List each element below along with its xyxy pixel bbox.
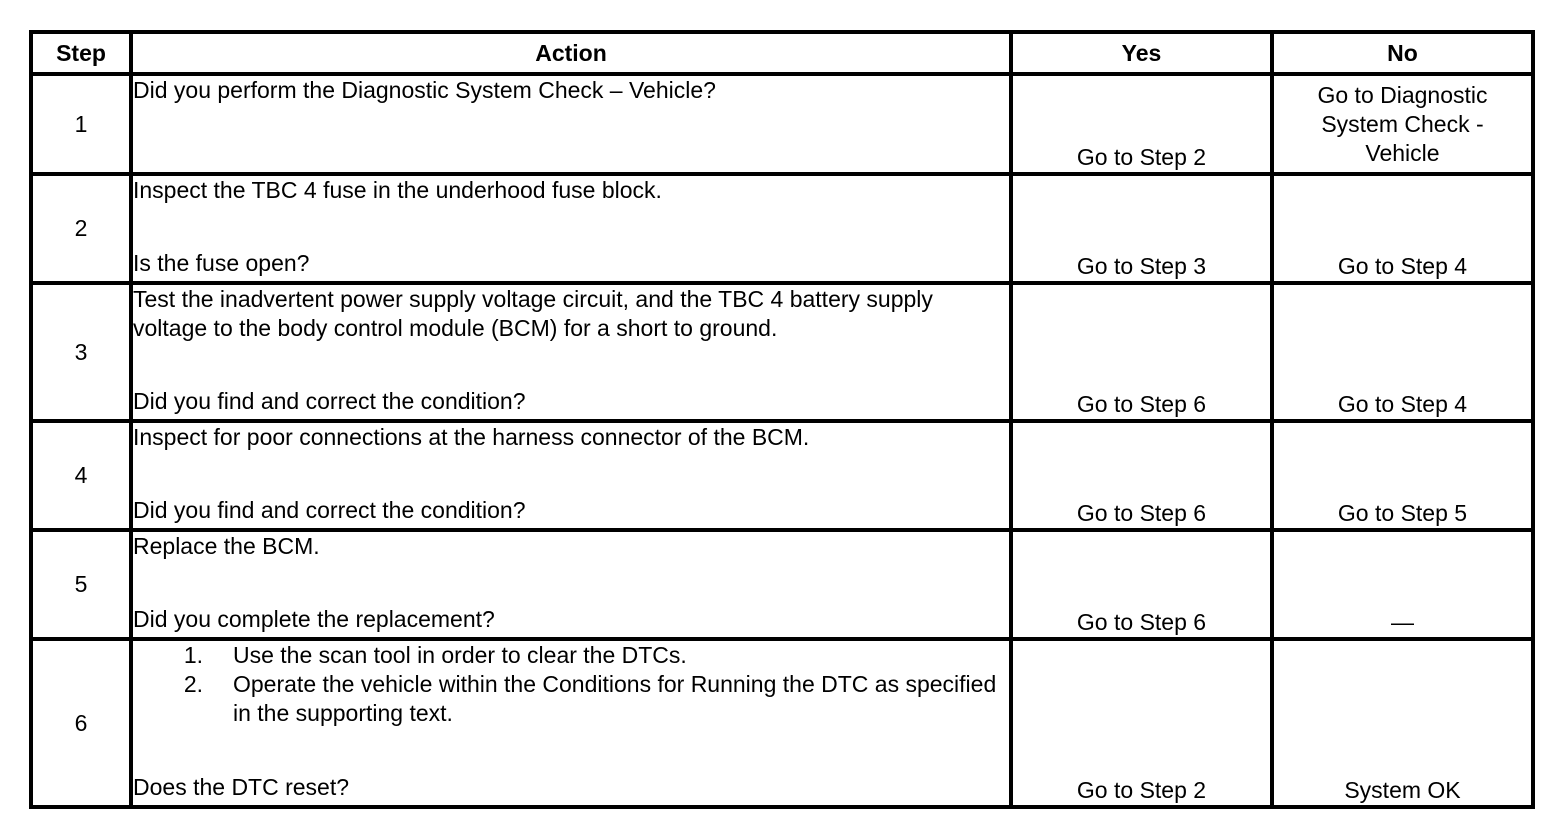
yes-cell: Go to Step 6: [1011, 530, 1272, 639]
step-number: 1: [31, 74, 131, 174]
no-cell: [1272, 74, 1533, 174]
action-text: Did you perform the Diagnostic System Check – Vehicle?: [133, 77, 716, 103]
action-text: Replace the BCM.: [133, 533, 320, 559]
header-step: Step: [31, 32, 131, 74]
table-row: [31, 421, 1533, 530]
action-text: Inspect for poor connections at the harness connector of the BCM.: [133, 424, 810, 450]
diagnostic-table: [29, 30, 1535, 809]
table-row: [31, 530, 1533, 639]
step-number: 5: [31, 530, 131, 639]
header-yes: Yes: [1011, 32, 1272, 74]
table-row: [31, 283, 1533, 421]
header-no: No: [1272, 32, 1533, 74]
no-cell: —: [1272, 530, 1533, 639]
action-question: Did you complete the replacement?: [133, 606, 495, 632]
no-cell: Go to Step 5: [1272, 421, 1533, 530]
step-number: 3: [31, 283, 131, 421]
action-text: Test the inadvertent power supply voltage circuit, and the TBC 4 battery supply voltage to the body control module (BCM) for a short to ground.: [133, 286, 933, 341]
step-number: 6: [31, 639, 131, 807]
no-cell: System OK: [1272, 639, 1533, 807]
step-number: 4: [31, 421, 131, 530]
action-question: Does the DTC reset?: [133, 774, 350, 800]
yes-cell: Go to Step 3: [1011, 174, 1272, 283]
action-text: Inspect the TBC 4 fuse in the underhood fuse block.: [133, 177, 662, 203]
step-number: 2: [31, 174, 131, 283]
list-item: [133, 670, 1009, 728]
table-row: [31, 174, 1533, 283]
list-item-text: Operate the vehicle within the Conditions for Running the DTC as specified in the supporting text.: [233, 671, 997, 726]
list-item-number: 2.: [183, 671, 203, 697]
yes-cell: Go to Step 2: [1011, 639, 1272, 807]
action-cell: [131, 74, 1011, 174]
list-item-text: Use the scan tool in order to clear the DTCs.: [233, 642, 687, 668]
yes-cell: Go to Step 2: [1011, 74, 1272, 174]
no-cell: Go to Step 4: [1272, 283, 1533, 421]
action-cell: [131, 421, 1011, 530]
yes-cell: Go to Step 6: [1011, 283, 1272, 421]
table-row: [31, 74, 1533, 174]
action-question: Did you find and correct the condition?: [133, 388, 526, 414]
no-text: Go to Diagnostic System Check - Vehicle: [1317, 82, 1488, 166]
header-action: Action: [131, 32, 1011, 74]
list-item: [133, 641, 1009, 670]
table-row: [31, 639, 1533, 807]
action-cell: [131, 174, 1011, 283]
action-cell: [131, 639, 1011, 807]
yes-cell: Go to Step 6: [1011, 421, 1272, 530]
no-cell: Go to Step 4: [1272, 174, 1533, 283]
list-item-number: 1.: [183, 642, 203, 668]
numbered-list: [133, 641, 1009, 728]
action-cell: [131, 530, 1011, 639]
action-question: Is the fuse open?: [133, 250, 310, 276]
header-row: [31, 32, 1533, 74]
action-cell: [131, 283, 1011, 421]
action-question: Did you find and correct the condition?: [133, 497, 526, 523]
